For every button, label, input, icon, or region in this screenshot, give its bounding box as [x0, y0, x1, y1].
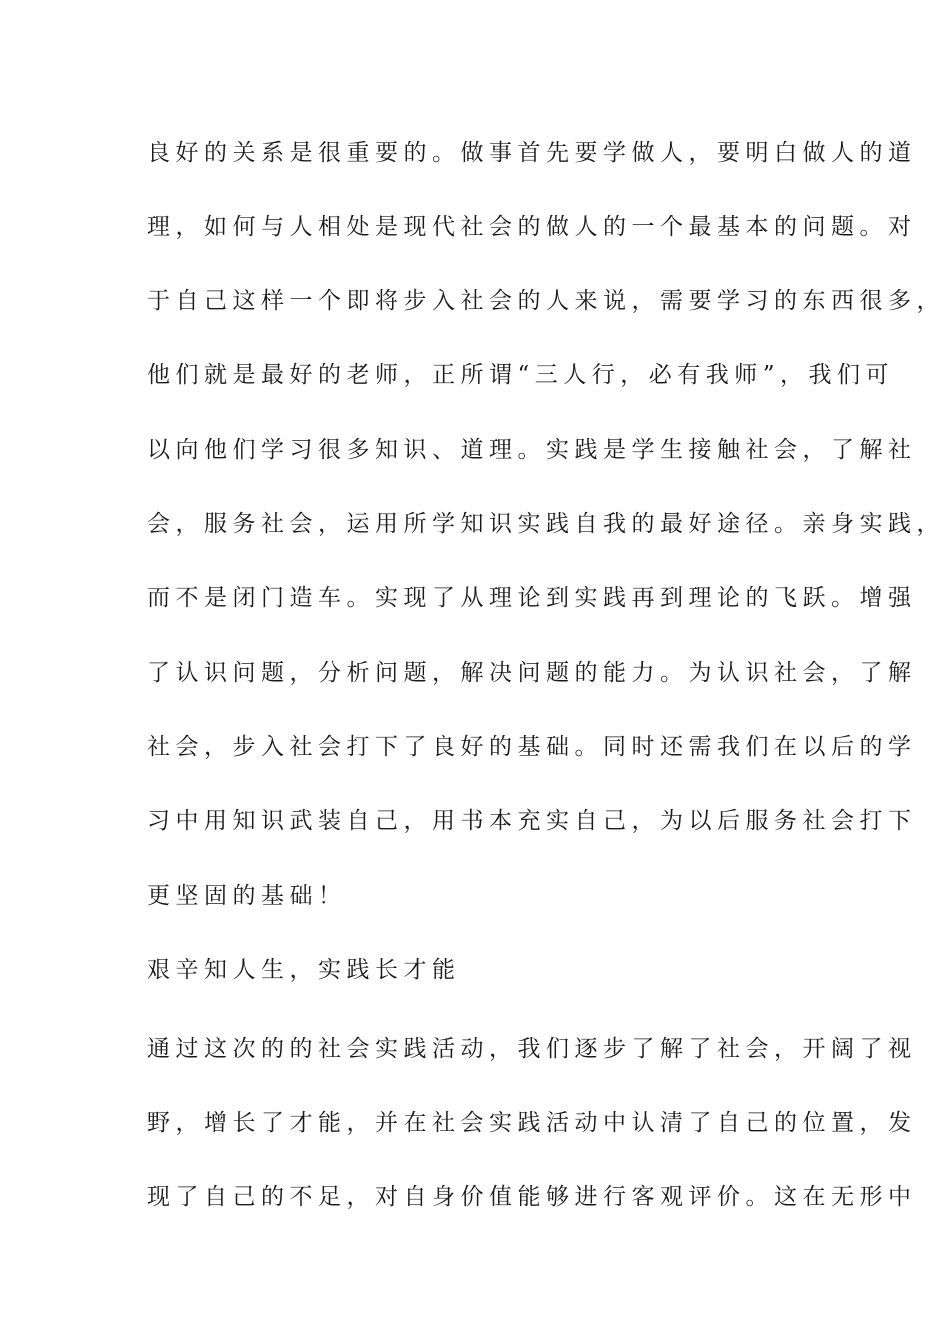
paragraph-2-line-2: 野，增长了才能，并在社会实践活动中认清了自己的位置，发 [147, 1110, 917, 1136]
paragraph-1-line-3: 于自己这样一个即将步入社会的人来说，需要学习的东西很多， [147, 288, 945, 314]
paragraph-1-line-5: 以向他们学习很多知识、道理。实践是学生接触社会，了解社 [147, 437, 917, 463]
paragraph-1-line-1: 良好的关系是很重要的。做事首先要学做人，要明白做人的道 [147, 140, 917, 166]
paragraph-1-line-9: 社会，步入社会打下了良好的基础。同时还需我们在以后的学 [147, 734, 917, 760]
paragraph-1-line-4: 他们就是最好的老师，正所谓“三人行，必有我师”，我们可 [147, 362, 895, 388]
paragraph-1-line-11: 更坚固的基础！ [147, 883, 347, 909]
paragraph-1-line-6: 会，服务社会，运用所学知识实践自我的最好途径。亲身实践， [147, 511, 945, 537]
paragraph-1-line-10: 习中用知识武装自己，用书本充实自己，为以后服务社会打下 [147, 808, 917, 834]
paragraph-1-line-8: 了认识问题，分析问题，解决问题的能力。为认识社会，了解 [147, 660, 917, 686]
paragraph-2-line-1: 通过这次的的社会实践活动，我们逐步了解了社会，开阔了视 [147, 1036, 917, 1062]
paragraph-1-line-2: 理，如何与人相处是现代社会的做人的一个最基本的问题。对 [147, 214, 917, 240]
section-heading: 艰辛知人生，实践长才能 [147, 957, 461, 983]
paragraph-2-line-3: 现了自己的不足，对自身价值能够进行客观评价。这在无形中 [147, 1184, 917, 1210]
paragraph-1-line-7: 而不是闭门造车。实现了从理论到实践再到理论的飞跃。增强 [147, 585, 917, 611]
